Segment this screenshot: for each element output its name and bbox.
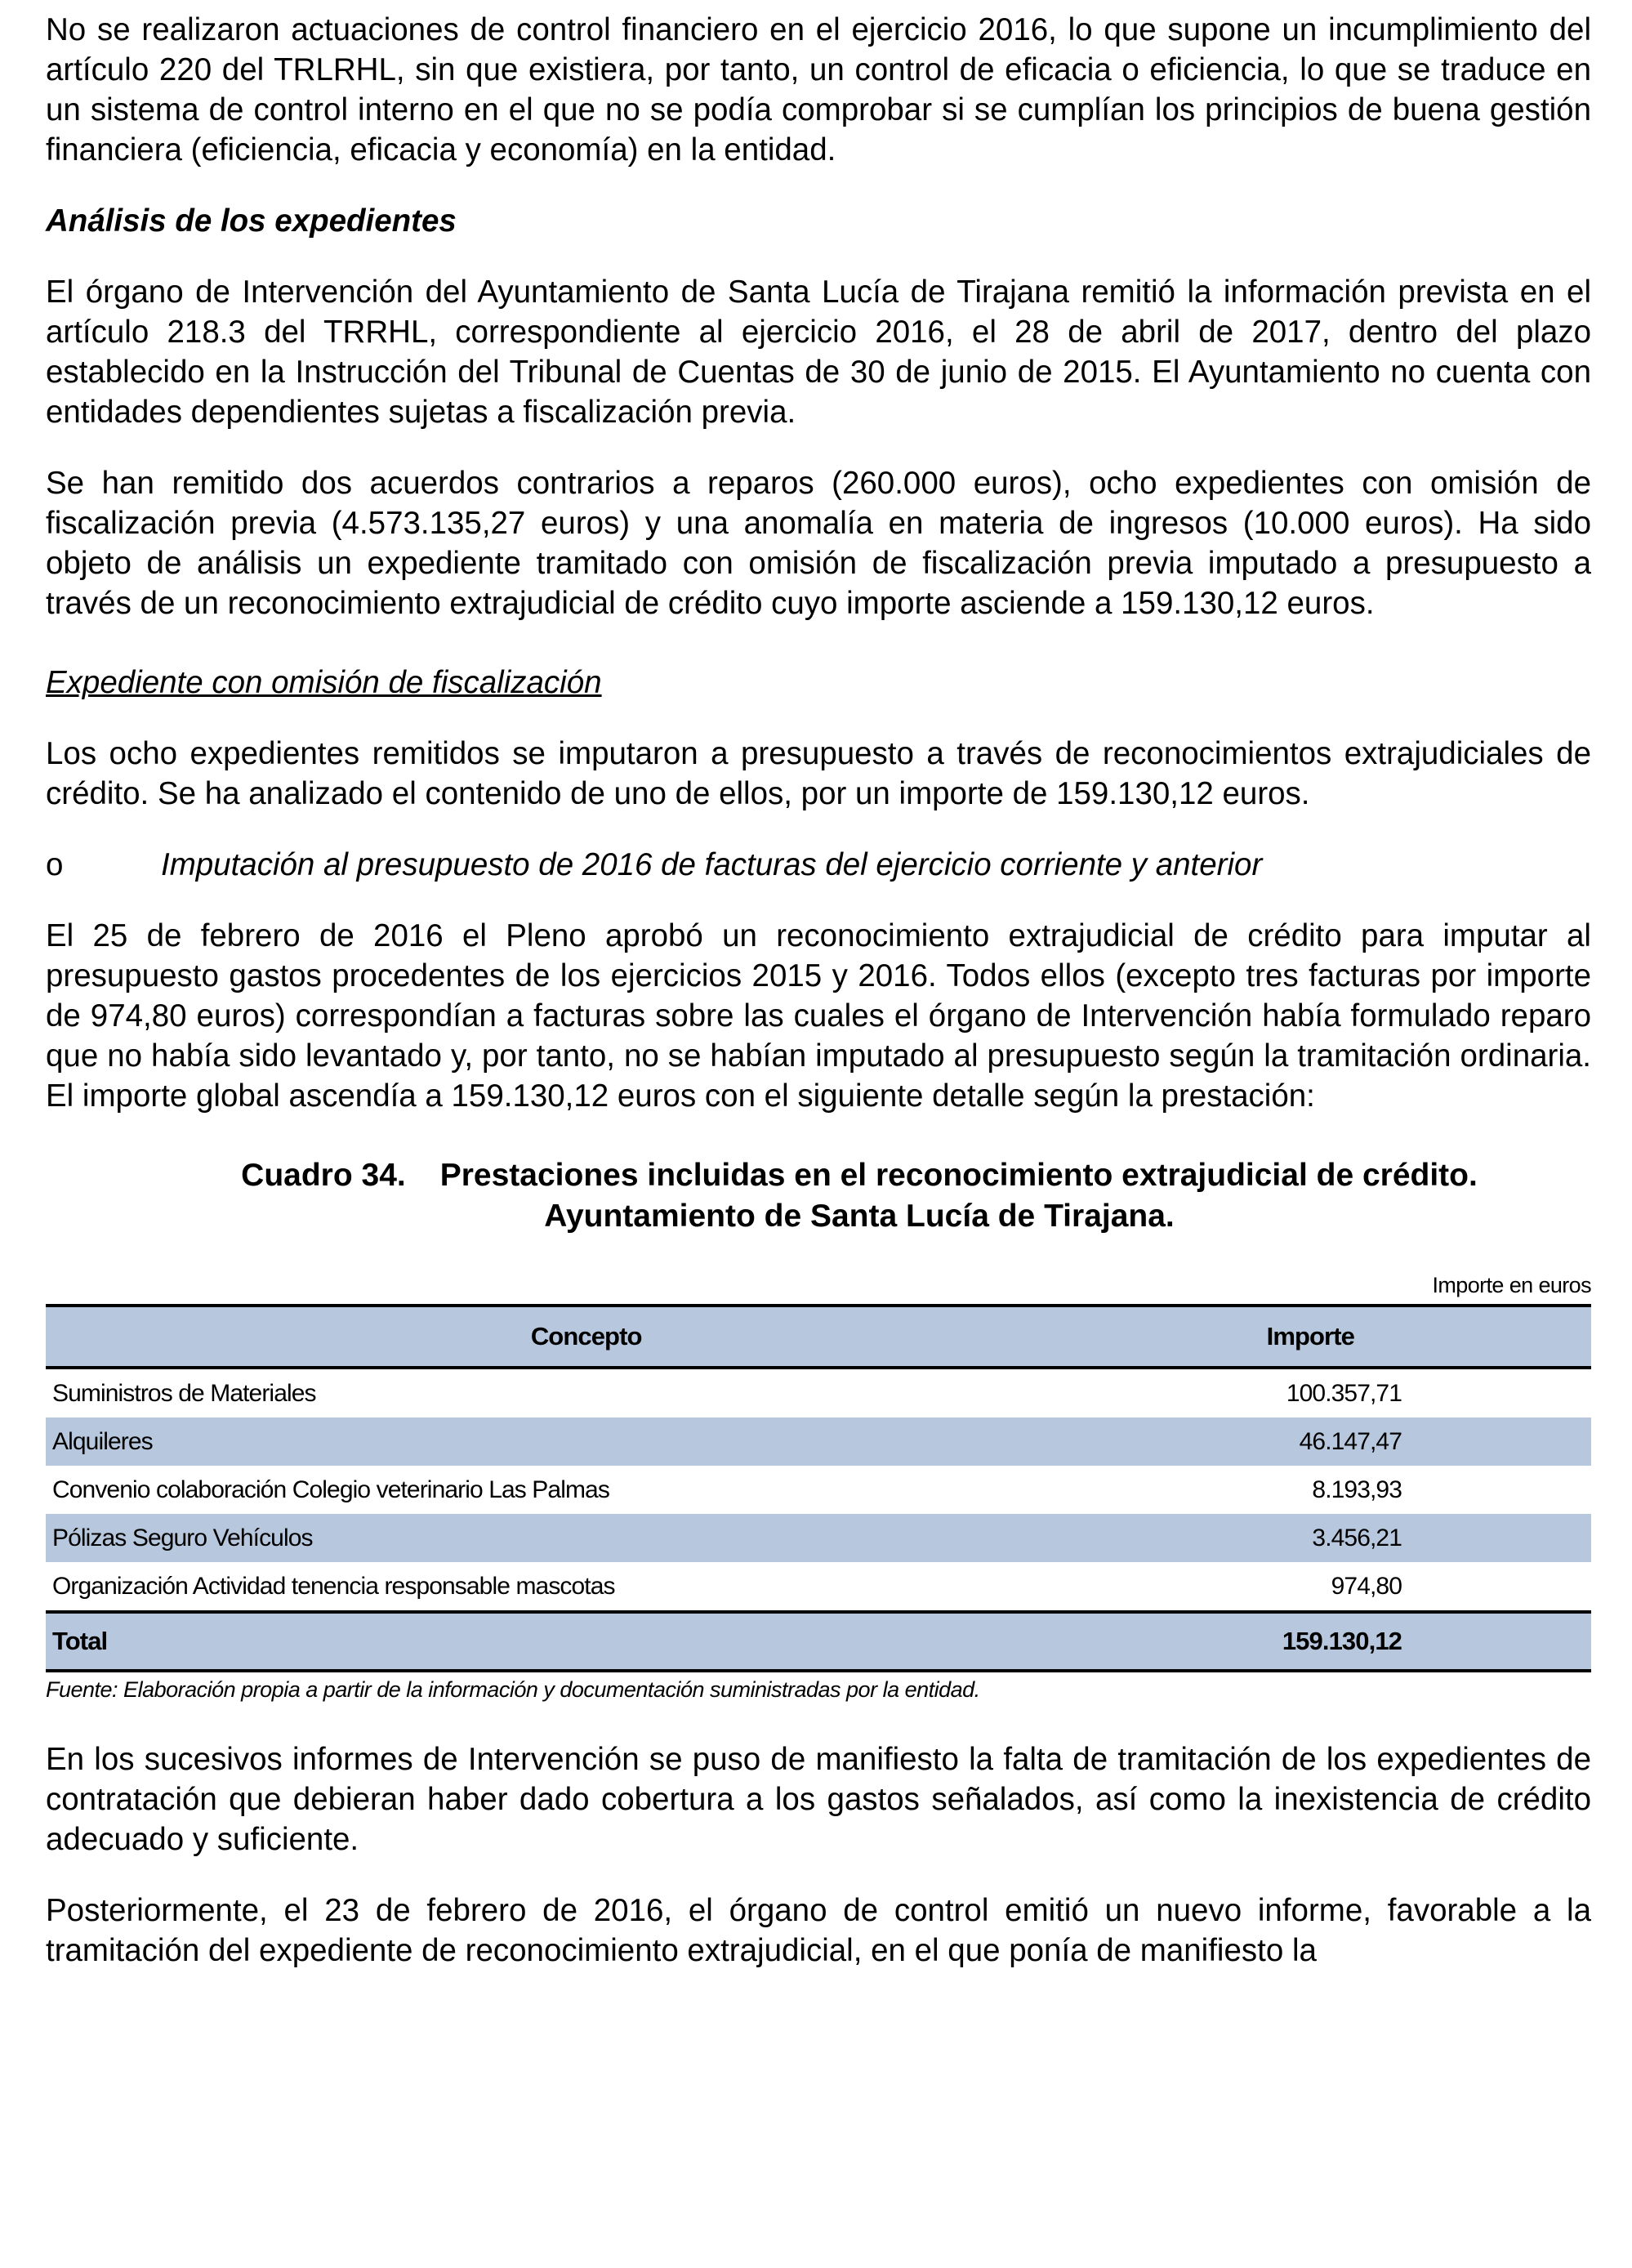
- table-total-row: [46, 1612, 1591, 1671]
- cuadro-title-line1: Prestaciones incluidas en el reconocimiento extrajudicial de crédito.: [439, 1158, 1478, 1193]
- paragraph-posteriormente: Posteriormente, el 23 de febrero de 2016, el órgano de control emitió un nuevo informe, favorable a la tramitación del expediente de reconocimiento extrajudicial, en el que ponía de manifiesto la: [46, 1893, 1591, 1968]
- prestaciones-table: [46, 1304, 1591, 1672]
- paragraph-acuerdos-remitidos: Se han remitido dos acuerdos contrarios a reparos (260.000 euros), ocho expedientes con omisión de fiscalización previa (4.573.135,27 euros) y una anomalía en materia de ingresos (10.000 euros). Ha sido objeto de análisis un expediente tramitado con omisión de fiscalización previa imputado a presupuesto a través de un reconocimiento extrajudicial de crédito cuyo importe asciende a 159.130,12 euros.: [46, 466, 1591, 621]
- table-row: [46, 1368, 1591, 1418]
- heading-expediente-omision: Expediente con omisión de fiscalización: [46, 665, 602, 700]
- row-concept: Convenio colaboración Colegio veterinario Las Palmas: [52, 1476, 609, 1503]
- paragraph-organo-intervencion: El órgano de Intervención del Ayuntamiento de Santa Lucía de Tirajana remitió la información prevista en el artículo 218.3 del TRRHL, correspondiente al ejercicio 2016, el 28 de abril de 2017, dentro del plazo establecido en la Instrucción del Tribunal de Cuentas de 30 de junio de 2015. El Ayuntamiento no cuenta con entidades dependientes sujetas a fiscalización previa.: [46, 275, 1591, 430]
- paragraph-sucesivos-informes: En los sucesivos informes de Intervención se puso de manifiesto la falta de tramitación de los expedientes de contratación que debieran haber dado cobertura a los gastos señalados, así como la inexistencia de crédito adecuado y suficiente.: [46, 1742, 1591, 1857]
- table-source-note: Fuente: Elaboración propia a partir de la información y documentación suministradas por la entidad.: [46, 1677, 980, 1702]
- document-page: [46, 10, 1591, 1971]
- row-amount: 974,80: [1331, 1572, 1402, 1600]
- table-header-row: [46, 1306, 1591, 1368]
- table-row: [46, 1562, 1591, 1612]
- cuadro-title-line2: Ayuntamiento de Santa Lucía de Tirajana.: [544, 1199, 1175, 1234]
- table-row: [46, 1466, 1591, 1514]
- row-concept: Alquileres: [46, 1418, 1127, 1466]
- total-label: Total: [46, 1612, 1127, 1671]
- table-row: [46, 1514, 1591, 1562]
- table-row: [46, 1418, 1591, 1466]
- row-amount: 3.456,21: [1127, 1514, 1591, 1562]
- total-amount: 159.130,12: [1127, 1612, 1591, 1671]
- cuadro-title: [46, 1155, 1591, 1237]
- cuadro-number: Cuadro 34.: [241, 1158, 406, 1193]
- row-amount: 46.147,47: [1127, 1418, 1591, 1466]
- paragraph-ocho-expedientes: Los ocho expedientes remitidos se imputaron a presupuesto a través de reconocimientos extrajudiciales de crédito. Se ha analizado el contenido de uno de ellos, por un importe de 159.130,12 euros.: [46, 736, 1591, 811]
- column-header-concepto: Concepto: [46, 1306, 1127, 1368]
- column-header-importe: Importe: [1127, 1306, 1591, 1368]
- paragraph-control-financiero: No se realizaron actuaciones de control financiero en el ejercicio 2016, lo que supone un incumplimiento del artículo 220 del TRLRHL, sin que existiera, por tanto, un control de eficacia o eficiencia, lo que se traduce en un sistema de control interno en el que no se podía comprobar si se cumplían los principios de buena gestión financiera (eficiencia, eficacia y economía) en la entidad.: [46, 12, 1591, 167]
- row-amount: 8.193,93: [1312, 1476, 1402, 1503]
- heading-analisis-expedientes: Análisis de los expedientes: [46, 203, 457, 239]
- bullet-text: Imputación al presupuesto de 2016 de facturas del ejercicio corriente y anterior: [161, 847, 1263, 882]
- table-unit-label: Importe en euros: [1432, 1273, 1591, 1297]
- bullet-mark: o: [46, 847, 64, 882]
- row-amount: 100.357,71: [1286, 1379, 1402, 1407]
- paragraph-pleno-aprobo: El 25 de febrero de 2016 el Pleno aprobó un reconocimiento extrajudicial de crédito para imputar al presupuesto gastos procedentes de los ejercicios 2015 y 2016. Todos ellos (excepto tres facturas por importe de 974,80 euros) correspondían a facturas sobre las cuales el órgano de Intervención había formulado reparo que no había sido levantado y, por tanto, no se habían imputado al presupuesto según la tramitación ordinaria. El importe global ascendía a 159.130,12 euros con el siguiente detalle según la prestación:: [46, 918, 1591, 1114]
- row-concept: Pólizas Seguro Vehículos: [46, 1514, 1127, 1562]
- row-concept: Organización Actividad tenencia responsable mascotas: [52, 1572, 615, 1600]
- bullet-imputacion: [46, 845, 1591, 885]
- row-concept: Suministros de Materiales: [52, 1379, 316, 1407]
